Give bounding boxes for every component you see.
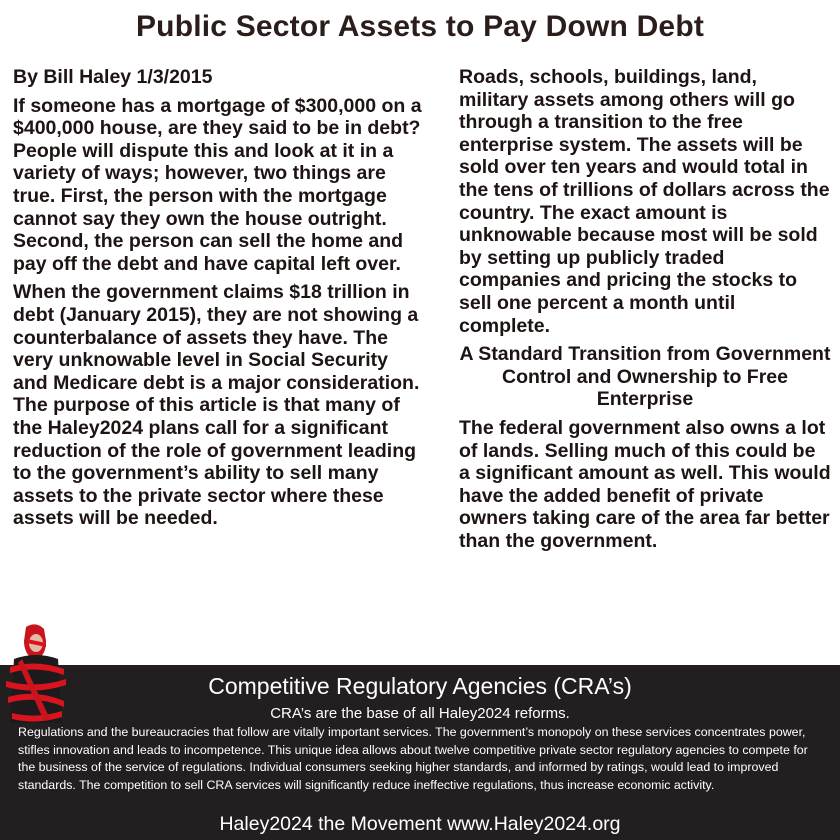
cra-subheading: CRA’s are the base of all Haley2024 reforms. bbox=[270, 705, 570, 722]
left-column bbox=[13, 66, 427, 536]
cra-heading: Competitive Regulatory Agencies (CRA’s) bbox=[208, 673, 632, 699]
footer-banner bbox=[0, 665, 840, 840]
paragraph-government-debt: When the government claims $18 trillion in debt (January 2015), they are not showing a counterbalance of assets they have. The very unknowable level in Social Security and Medicare debt is a major consideration. The purpose of this article is that many of the Haley2024 plans call for a significant reduction of the role of government leading to the government’s ability to sell many assets to the private sector where these assets will be needed. bbox=[13, 281, 420, 530]
byline: By Bill Haley 1/3/2015 bbox=[13, 66, 213, 88]
website-tagline: Haley2024 the Movement www.Haley2024.org bbox=[219, 813, 621, 835]
paragraph-mortgage: If someone has a mortgage of $300,000 on a $400,000 house, are they said to be in debt? People will dispute this and look at it in a variety of ways; however, two things are true. First, the person with the mortgage cannot say they own the house outright. Second, the person can sell the home and pay off the debt and have capital left over. bbox=[13, 94, 422, 275]
article-title: Public Sector Assets to Pay Down Debt bbox=[135, 10, 705, 43]
red-tape-figure bbox=[2, 623, 70, 723]
cra-body-text: Regulations and the bureaucracies that follow are vitally important services. The government’s monopoly on these services concentrates power, stifles innovation and leads to incompetence. This unique idea allows about twelve competitive private sector regulatory agencies to compete for the business of the service of regulations. Individual consumers seeking higher standards, and informed by ratings, would lead to improved standards. The competition to sell CRA services will significantly reduce ineffective regulations, thus increase economic activity. bbox=[18, 725, 808, 792]
section-subheading: A Standard Transition from Government Control and Ownership to Free Enterprise bbox=[459, 343, 831, 411]
paragraph-assets: Roads, schools, buildings, land, military assets among others will go through a transition to the free enterprise system. The assets will be sold over ten years and would total in the tens of trillions of dollars across the country. The exact amount is unknowable because most will be sold by setting up publicly traded companies and pricing the stocks to sell one percent a month until complete. bbox=[459, 66, 830, 337]
paragraph-federal-lands: The federal government also owns a lot of lands. Selling much of this could be a significant amount as well. This would have the added benefit of private owners taking care of the area far better than the government. bbox=[459, 416, 831, 552]
right-column bbox=[459, 66, 831, 558]
